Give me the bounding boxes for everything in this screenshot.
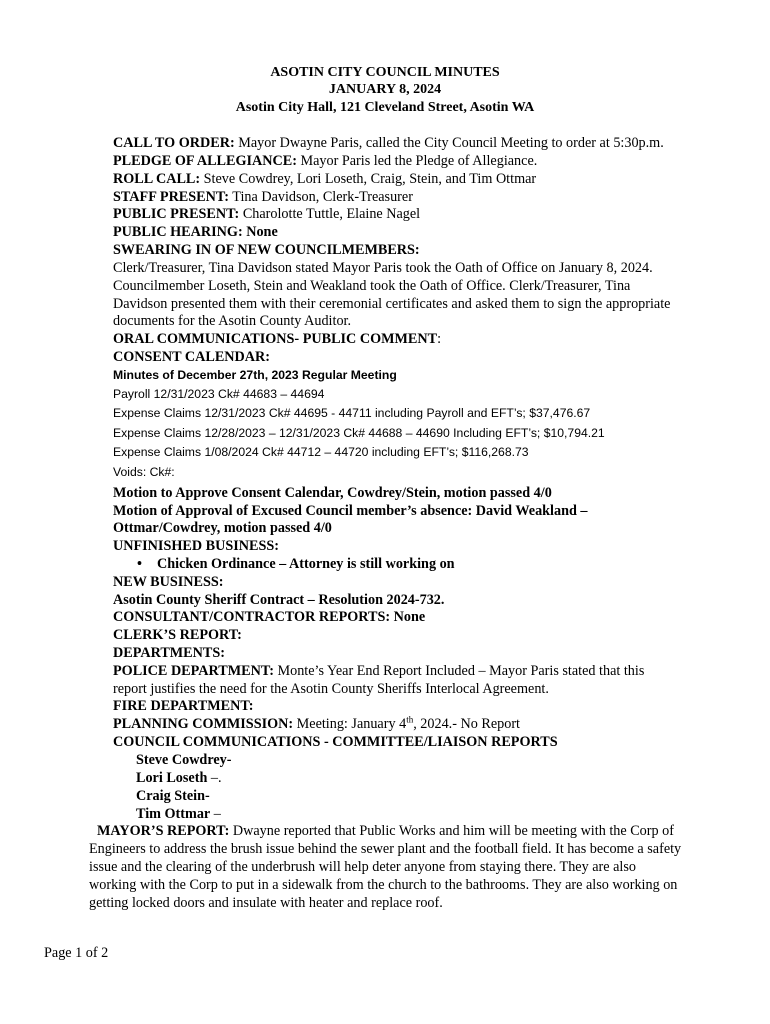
meeting-date: JANUARY 8, 2024 — [328, 82, 442, 97]
oral-communications-label: ORAL COMMUNICATIONS- PUBLIC COMMENT — [113, 331, 438, 347]
consent-item: Voids: Ck#: — [113, 465, 175, 479]
planning-commission-label: PLANNING COMMISSION: — [113, 716, 294, 732]
motion-absence-continued: Ottmar/Cowdrey, motion passed 4/0 — [113, 520, 332, 536]
swearing-in-line: documents for the Asotin County Auditor. — [113, 313, 352, 329]
council-member-report — [136, 806, 221, 823]
pledge-label: PLEDGE OF ALLEGIANCE: — [113, 153, 297, 169]
consultant-reports: CONSULTANT/CONTRACTOR REPORTS: None — [113, 609, 426, 625]
call-to-order-label: CALL TO ORDER: — [113, 135, 235, 151]
consent-minutes-heading: Minutes of December 27th, 2023 Regular Meeting — [113, 368, 397, 382]
police-department-label: POLICE DEPARTMENT: — [113, 663, 274, 679]
clerks-report: CLERK’S REPORT: — [113, 627, 242, 643]
consent-item: Expense Claims 12/28/2023 – 12/31/2023 Ck# 44688 – 44690 Including EFT’s; $10,794.21 — [113, 426, 605, 440]
council-member-name: Craig Stein- — [136, 788, 210, 804]
mayors-report-line: working with the Corp to put in a sidewalk from the church to the bathrooms. They are also working on — [89, 877, 678, 893]
motion-absence: Motion of Approval of Excused Council member’s absence: David Weakland – — [113, 503, 588, 519]
swearing-in-line: Councilmember Loseth, Stein and Weakland took the Oath of Office. Clerk/Treasurer, Tina — [113, 278, 631, 294]
council-member-note: – — [210, 806, 221, 822]
council-member-report — [136, 788, 210, 805]
oral-communications — [113, 331, 441, 348]
staff-present — [113, 189, 413, 206]
pledge — [113, 153, 537, 170]
new-business-heading: NEW BUSINESS: — [113, 574, 224, 590]
council-member-note: –. — [207, 770, 222, 786]
council-communications-heading: COUNCIL COMMUNICATIONS - COMMITTEE/LIAISON REPORTS — [113, 734, 558, 750]
swearing-in-line: Clerk/Treasurer, Tina Davidson stated Mayor Paris took the Oath of Office on January 8, 2024. — [113, 260, 653, 276]
council-member-report — [136, 752, 231, 769]
consent-item: Expense Claims 1/08/2024 Ck# 44712 – 44720 including EFT’s; $116,268.73 — [113, 445, 529, 459]
police-department-line2: report justifies the need for the Asotin County Sheriffs Interlocal Agreement. — [113, 681, 549, 697]
police-department — [113, 663, 644, 680]
planning-commission — [113, 716, 520, 733]
motion-consent: Motion to Approve Consent Calendar, Cowdrey/Stein, motion passed 4/0 — [113, 485, 552, 501]
unfinished-business-text: Chicken Ordinance – Attorney is still working on — [157, 556, 455, 572]
call-to-order — [113, 135, 664, 152]
consent-calendar-heading: CONSENT CALENDAR: — [113, 349, 271, 365]
roll-call — [113, 171, 536, 188]
departments-heading: DEPARTMENTS: — [113, 645, 225, 661]
planning-commission-text-end: , 2024.- No Report — [413, 716, 520, 732]
council-member-report — [136, 770, 222, 787]
staff-present-label: STAFF PRESENT: — [113, 189, 230, 205]
fire-department: FIRE DEPARTMENT: — [113, 698, 254, 714]
police-department-text: Monte’s Year End Report Included – Mayor Paris stated that this — [273, 663, 645, 679]
page-number: Page 1 of 2 — [44, 945, 109, 961]
mayors-report-text: Dwayne reported that Public Works and him will be meeting with the Corp of — [229, 823, 674, 839]
mayors-report-line: issue and the clearing of the underbrush will help deter anyone from staying there. They are also — [89, 859, 636, 875]
public-hearing: PUBLIC HEARING: None — [113, 224, 278, 240]
swearing-in-line: Davidson presented them with their ceremonial certificates and asked them to sign the appropriate — [113, 296, 671, 312]
oral-communications-colon: : — [437, 331, 442, 347]
council-member-name: Steve Cowdrey- — [136, 752, 232, 768]
meeting-location: Asotin City Hall, 121 Cleveland Street, Asotin WA — [235, 100, 535, 115]
mayors-report-label: MAYOR’S REPORT: — [97, 823, 230, 839]
mayors-report-line: getting locked doors and insulate with heater and replace roof. — [89, 895, 443, 911]
roll-call-text: Steve Cowdrey, Lori Loseth, Craig, Stein, and Tim Ottmar — [200, 171, 537, 187]
consent-item: Expense Claims 12/31/2023 Ck# 44695 - 44711 including Payroll and EFT’s; $37,476.67 — [113, 406, 591, 420]
pledge-text: Mayor Paris led the Pledge of Allegiance. — [296, 153, 538, 169]
council-member-name: Lori Loseth — [136, 770, 208, 786]
public-present — [113, 206, 420, 223]
swearing-in-heading: SWEARING IN OF NEW COUNCILMEMBERS: — [113, 242, 420, 258]
public-present-label: PUBLIC PRESENT: — [113, 206, 240, 222]
staff-present-text: Tina Davidson, Clerk-Treasurer — [229, 189, 413, 205]
council-member-name: Tim Ottmar — [136, 806, 211, 822]
bullet-icon: • — [137, 556, 142, 572]
call-to-order-text: Mayor Dwayne Paris, called the City Council Meeting to order at 5:30p.m. — [234, 135, 664, 151]
roll-call-label: ROLL CALL: — [113, 171, 201, 187]
document-title: ASOTIN CITY COUNCIL MINUTES — [270, 65, 500, 80]
mayors-report-line: Engineers to address the brush issue behind the sewer plant and the football field. It has become a safety — [89, 841, 682, 857]
consent-item: Payroll 12/31/2023 Ck# 44683 – 44694 — [113, 387, 325, 401]
unfinished-business-heading: UNFINISHED BUSINESS: — [113, 538, 279, 554]
mayors-report — [97, 823, 674, 840]
ordinal-suffix: th — [406, 714, 414, 725]
public-present-text: Charolotte Tuttle, Elaine Nagel — [239, 206, 421, 222]
planning-commission-text: Meeting: January 4 — [293, 716, 407, 732]
unfinished-business-item — [137, 556, 455, 573]
new-business-item: Asotin County Sheriff Contract – Resolution 2024-732. — [113, 592, 445, 608]
